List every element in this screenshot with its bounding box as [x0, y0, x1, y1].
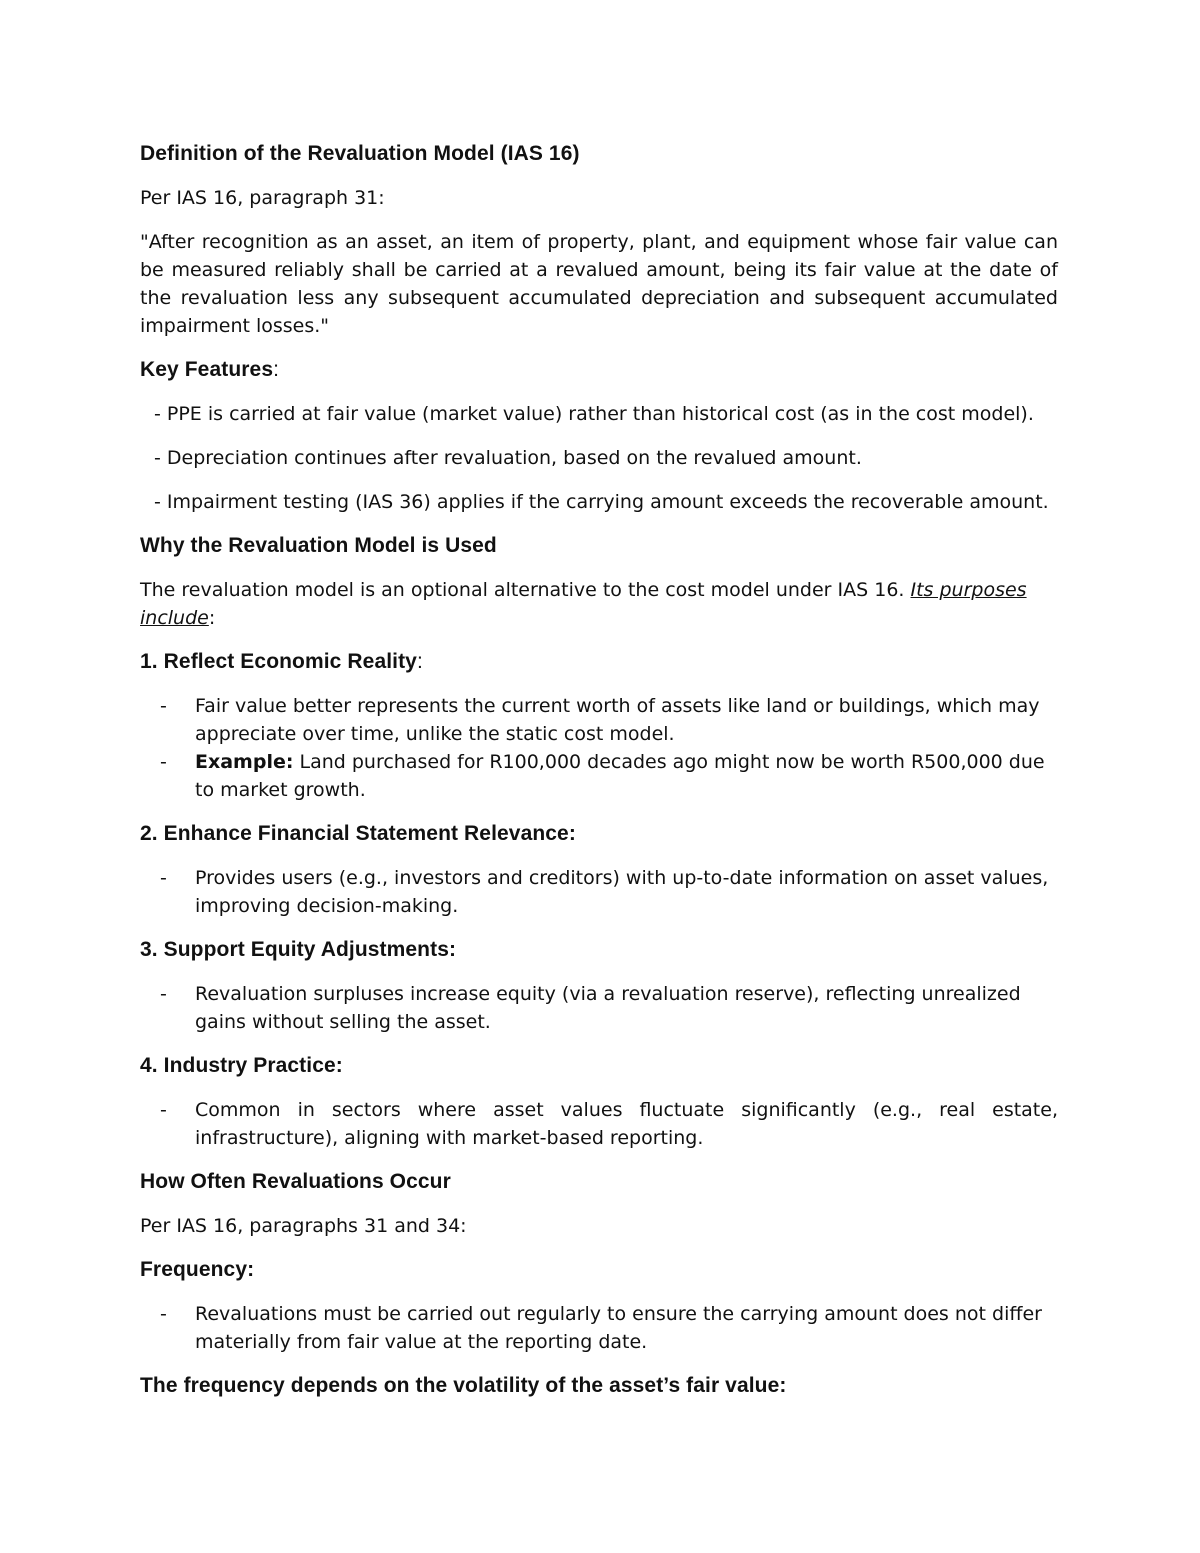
dash-marker: -	[160, 1099, 167, 1121]
dash-marker: -	[160, 983, 167, 1005]
list-item	[140, 1096, 1058, 1152]
key-features-heading-text: Key Features	[140, 358, 274, 381]
dash-marker: -	[160, 1303, 167, 1325]
why-used-heading: Why the Revaluation Model is Used	[140, 534, 497, 557]
purposes-emphasis: Its purposes include	[140, 579, 1027, 629]
dash-marker: -	[160, 695, 167, 717]
frequency-bullets	[140, 1300, 1058, 1356]
key-features-colon: :	[273, 358, 280, 381]
purpose-heading-text: 1. Reflect Economic Reality	[140, 650, 417, 673]
key-feature-item: - Impairment testing (IAS 36) applies if the carrying amount exceeds the recoverable amount.	[154, 491, 1049, 513]
bullet-text: Fair value better represents the current worth of assets like land or buildings, which may appreciate over time, unlike the static cost model.	[195, 695, 1040, 745]
bullet-text: Revaluation surpluses increase equity (via a revaluation reserve), reflecting unrealized gains without selling the asset.	[195, 983, 1021, 1033]
purpose-heading-2: 2. Enhance Financial Statement Relevance:	[140, 822, 576, 845]
list-item	[140, 748, 1058, 804]
document-title: Definition of the Revaluation Model (IAS 16)	[140, 142, 580, 165]
example-label: Example:	[195, 751, 294, 773]
purpose-1-bullets	[140, 692, 1058, 804]
list-item	[140, 864, 1058, 920]
why-used-intro-end: :	[208, 607, 216, 629]
key-feature-item: - PPE is carried at fair value (market value) rather than historical cost (as in the cost model).	[154, 403, 1034, 425]
bullet-text: Common in sectors where asset values fluctuate significantly (e.g., real estate, infrastructure), aligning with market-based reporting.	[195, 1099, 1058, 1149]
purpose-4-bullets	[140, 1096, 1058, 1152]
bullet-text: Land purchased for R100,000 decades ago might now be worth R500,000 due to market growth.	[195, 751, 1045, 801]
frequency-heading: Frequency:	[140, 1258, 255, 1281]
how-often-heading: How Often Revaluations Occur	[140, 1170, 451, 1193]
dash-marker: -	[160, 751, 167, 773]
why-used-intro	[140, 576, 1058, 632]
purpose-3-bullets	[140, 980, 1058, 1036]
list-item	[140, 980, 1058, 1036]
per-ias-16-paragraph-31: Per IAS 16, paragraph 31:	[140, 187, 385, 209]
key-feature-item: - Depreciation continues after revaluation, based on the revalued amount.	[154, 447, 862, 469]
why-used-intro-text: The revaluation model is an optional alternative to the cost model under IAS 16.	[140, 579, 911, 601]
purpose-heading-3: 3. Support Equity Adjustments:	[140, 938, 457, 961]
purpose-2-bullets	[140, 864, 1058, 920]
list-item	[140, 692, 1058, 748]
purpose-heading-4: 4. Industry Practice:	[140, 1054, 343, 1077]
purpose-heading-1	[140, 648, 1058, 676]
frequency-depends-heading: The frequency depends on the volatility of the asset’s fair value:	[140, 1374, 787, 1397]
list-item	[140, 1300, 1058, 1356]
ias-16-quote: "After recognition as an asset, an item of property, plant, and equipment whose fair value can be measured reliably shall be carried at a revalued amount, being its fair value at the date of the revaluation less any subsequent accumulated depreciation and subsequent accumulated impairment losses."	[140, 231, 1058, 337]
key-features-heading	[140, 356, 1058, 384]
dash-marker: -	[160, 867, 167, 889]
per-ias-16-paragraphs-31-34: Per IAS 16, paragraphs 31 and 34:	[140, 1215, 467, 1237]
purpose-heading-suffix: :	[416, 650, 423, 673]
bullet-text: Provides users (e.g., investors and creditors) with up-to-date information on asset values, improving decision-making.	[195, 867, 1049, 917]
bullet-text: Revaluations must be carried out regularly to ensure the carrying amount does not differ materially from fair value at the reporting date.	[195, 1303, 1042, 1353]
document-page	[140, 140, 1058, 1416]
